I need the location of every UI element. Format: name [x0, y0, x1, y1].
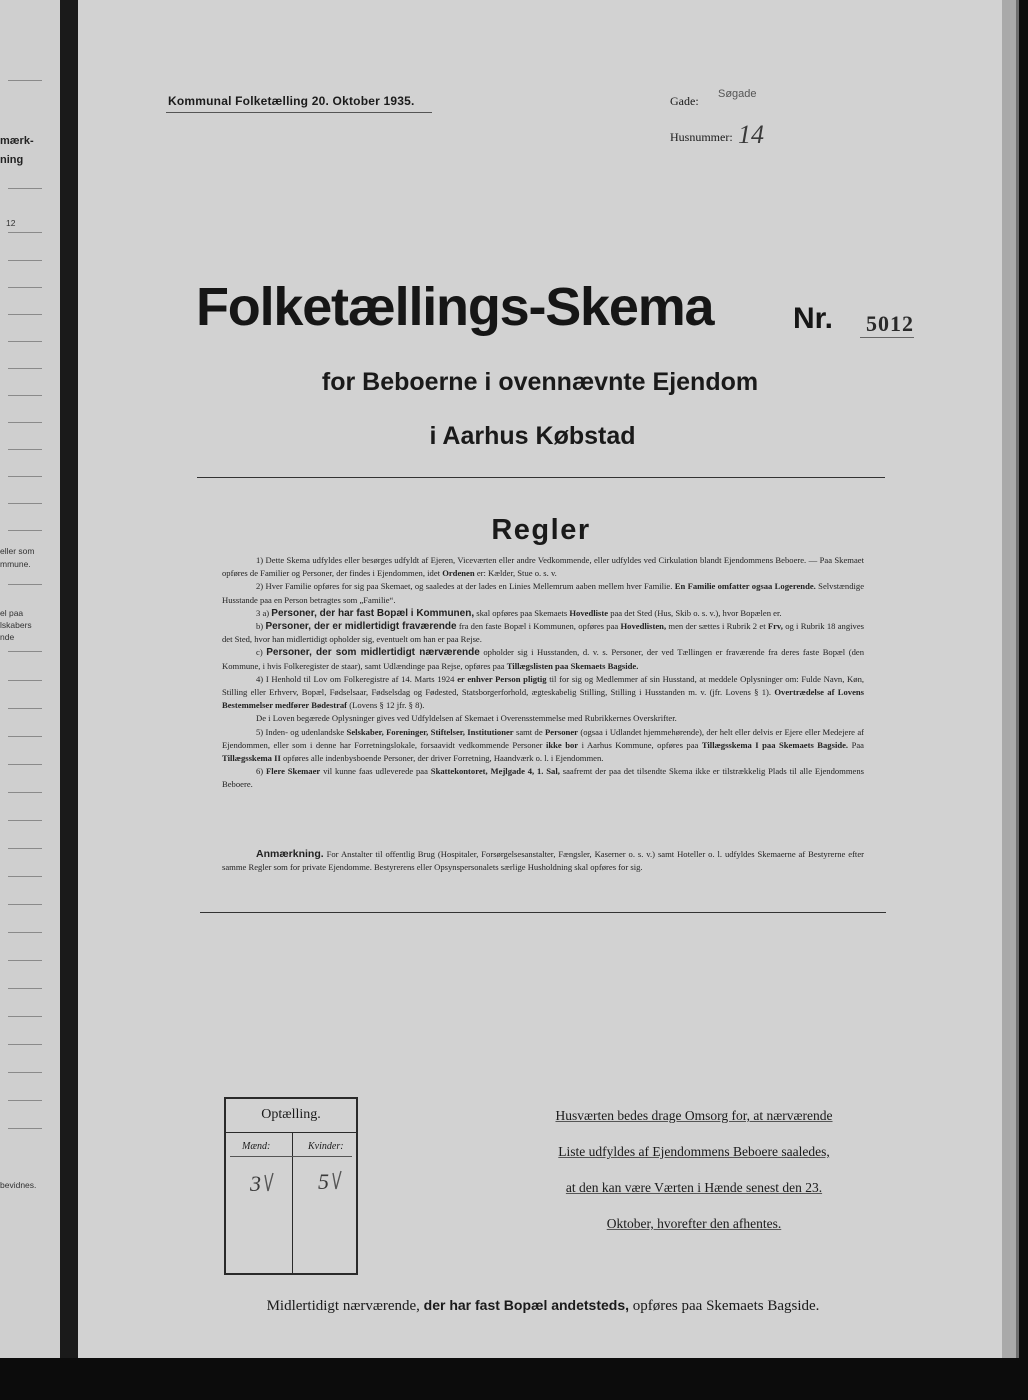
form-line — [8, 314, 42, 315]
rule-3c: c) Personer, der som midlertidigt nærværende opholder sig i Husstanden, d. v. s. Personer, der ved Tællingen er fraværende fra deres faste Bopæl (den Kommune, i hvis Folkeregister de staar), samt Udlændinge paa Rejse, opføres paa Tillægslisten paa Skemaets Bagside. — [222, 647, 864, 671]
census-header: Kommunal Folketælling 20. Oktober 1935. — [168, 94, 415, 108]
form-line — [8, 260, 42, 261]
form-line — [8, 341, 42, 342]
remark-label: Anmærkning. — [256, 848, 324, 860]
form-line — [8, 876, 42, 877]
page-fragment: lskabers — [0, 620, 32, 630]
form-line — [8, 584, 42, 585]
form-line — [8, 736, 42, 737]
women-count: 5 — [318, 1169, 343, 1195]
number-underline — [860, 337, 914, 338]
women-label: Kvinder: — [308, 1141, 344, 1152]
rule-4b: De i Loven begærede Oplysninger gives ved Udfyldelsen af Skemaet i Overensstemmelse med Rubrikkernes Overskrifter. — [256, 713, 677, 724]
form-line — [8, 1100, 42, 1101]
count-box — [224, 1097, 358, 1275]
form-number: 5012 — [866, 311, 914, 336]
rule-1: 1) Dette Skema udfyldes eller besørges udfyldt af Ejeren, Viceværten eller andre Vedkommende, eller udfyldes ved Cirkulation blandt Ejendommens Beboere. — Paa Skemaet opføres de Familier og Personer, der findes i Ejendommen, idet Ordenen er: Kælder, Stue o. s. v. — [222, 555, 864, 579]
men-label: Mænd: — [242, 1141, 271, 1152]
count-header-rule — [230, 1156, 352, 1157]
rule-4: 4) I Henhold til Lov om Folkeregistre af 14. Marts 1924 er enhver Person pligtig til for sig og Medlemmer af sin Husstand, at meddele Oplysninger om: Fulde Navn, Køn, Stilling eller Erhverv, Bopæl, Fødselsaar, Fødselsdag og Fødested, Statsborgerforhold, ægteskabelig Stilling, Stilling i Husstanden m. v. (jfr. Lovens § 1). Overtrædelse af Lovens Bestemmelser medfører Bødestraf (Lovens § 12 jfr. § 8). — [222, 673, 865, 711]
number-label: Nr. — [793, 302, 834, 335]
form-line — [8, 1044, 42, 1045]
page-fragment: el paa — [0, 608, 24, 618]
page-fragment: 12 — [6, 218, 16, 228]
form-line — [8, 988, 42, 989]
street-value: Søgade — [718, 88, 757, 100]
previous-page-edge — [0, 0, 60, 1358]
divider — [197, 477, 885, 478]
rules-heading: Regler — [491, 514, 591, 546]
count-column-divider — [292, 1133, 293, 1273]
men-count: 3 — [250, 1171, 275, 1197]
form-line — [8, 188, 42, 189]
count-divider — [226, 1132, 356, 1133]
house-number-value: 14 — [738, 120, 764, 149]
form-line — [8, 1072, 42, 1073]
form-line — [8, 820, 42, 821]
form-subtitle: for Beboerne i ovennævnte Ejendom — [321, 368, 759, 396]
page-fragment: nde — [0, 632, 15, 642]
count-title: Optælling. — [261, 1107, 321, 1122]
page-fragment: ning — [0, 154, 24, 166]
form-line — [8, 1016, 42, 1017]
remark-body: For Anstalter til offentlig Brug (Hospitaler, Forsørgelsesanstalter, Fængsler, Kaserner o. s. v.) samt Hoteller o. l. udfyldes Skemaerne af Bestyrerne efter samme Regler som for private Ejendomme. Bestyrerens eller Opsynspersonalets særlige Husholdning skal opføres for sig. — [222, 849, 864, 873]
form-line — [8, 792, 42, 793]
rules-text — [222, 554, 864, 792]
form-line — [8, 904, 42, 905]
form-line — [8, 80, 42, 81]
form-line — [8, 848, 42, 849]
notice-line: at den kan være Værten i Hænde senest den 23. — [565, 1180, 823, 1195]
binding-gutter — [60, 0, 78, 1358]
form-line — [8, 708, 42, 709]
page-fragment: bevidnes. — [0, 1180, 37, 1190]
house-number-label: Husnummer: — [670, 130, 733, 144]
form-line — [8, 960, 42, 961]
form-line — [8, 503, 42, 504]
rule-2: 2) Hver Familie opføres for sig paa Skemaet, og saaledes at der lades en Linies Mellemrum aaben mellem hver Familie. En Familie omfatter ogsaa Logerende. Selvstændige Husstande paa en Person betragtes som „Familie“. — [222, 581, 865, 605]
street-label: Gade: — [670, 94, 699, 108]
checkmark-icon — [331, 1169, 343, 1191]
rule-5: 5) Inden- og udenlandske Selskaber, Foreninger, Stiftelser, Institutioner samt de Personer (ogsaa i Udlandet hjemmehørende), der helt eller delvis er Ejere eller Medejere af Ejendommen, eller som i denne har Forretningslokale, forsaavidt vedkommende Personer ikke bor i Aarhus Kommune, opføres paa Tillægsskema I paa Skemaets Bagside. Paa Tillægsskema II opføres alle indenbysboende Personer, der driver Forretning, Haandværk o. l. i Ejendommen. — [222, 726, 865, 764]
page-fragment: mmune. — [0, 559, 31, 569]
landlord-notice — [520, 1098, 868, 1242]
form-title: Folketællings-Skema — [196, 277, 714, 337]
form-line — [8, 1128, 42, 1129]
form-line — [8, 764, 42, 765]
page-fragment: mærk- — [0, 135, 34, 147]
form-line — [8, 651, 42, 652]
form-line — [8, 680, 42, 681]
form-line — [8, 476, 42, 477]
rule-3b: b) Personer, der er midlertidigt fraværende fra den faste Bopæl i Kommunen, opføres paa Hovedlisten, men der sættes i Rubrik 2 et Frv, og i Rubrik 18 angives det Sted, hvor han midlertidigt opholder sig, eventuelt om han er paa Rejse. — [222, 621, 864, 645]
form-line — [8, 287, 42, 288]
notice-line: Husværten bedes drage Omsorg for, at nærværende — [555, 1108, 833, 1123]
form-municipality: i Aarhus Købstad — [429, 422, 636, 450]
rule-6: 6) Flere Skemaer vil kunne faas udleverede paa Skattekontoret, Mejlgade 4, 1. Sal, saafremt der paa det tilsendte Skema ikke er tilstrækkelig Plads til alle Ejendommens Beboere. — [222, 766, 865, 790]
page-edge-shadow — [1016, 0, 1019, 1358]
form-line — [8, 232, 42, 233]
page-fragment: eller som — [0, 546, 35, 556]
form-line — [8, 932, 42, 933]
rule-3a: 3 a) Personer, der har fast Bopæl i Kommunen, skal opføres paa Skemaets Hovedliste paa det Sted (Hus, Skib o. s. v.), hvor Bopælen er. — [256, 607, 782, 619]
notice-line: Liste udfyldes af Ejendommens Beboere saaledes, — [558, 1144, 830, 1159]
remark-text — [222, 848, 864, 874]
header-underline — [166, 112, 432, 113]
notice-line: Oktober, hvorefter den afhentes. — [606, 1216, 782, 1231]
divider — [200, 912, 886, 913]
checkmark-icon — [263, 1171, 275, 1193]
page-edge — [1002, 0, 1016, 1358]
footer-note: Midlertidigt nærværende, der har fast Bopæl andetsteds, opføres paa Skemaets Bagside. — [266, 1297, 820, 1314]
